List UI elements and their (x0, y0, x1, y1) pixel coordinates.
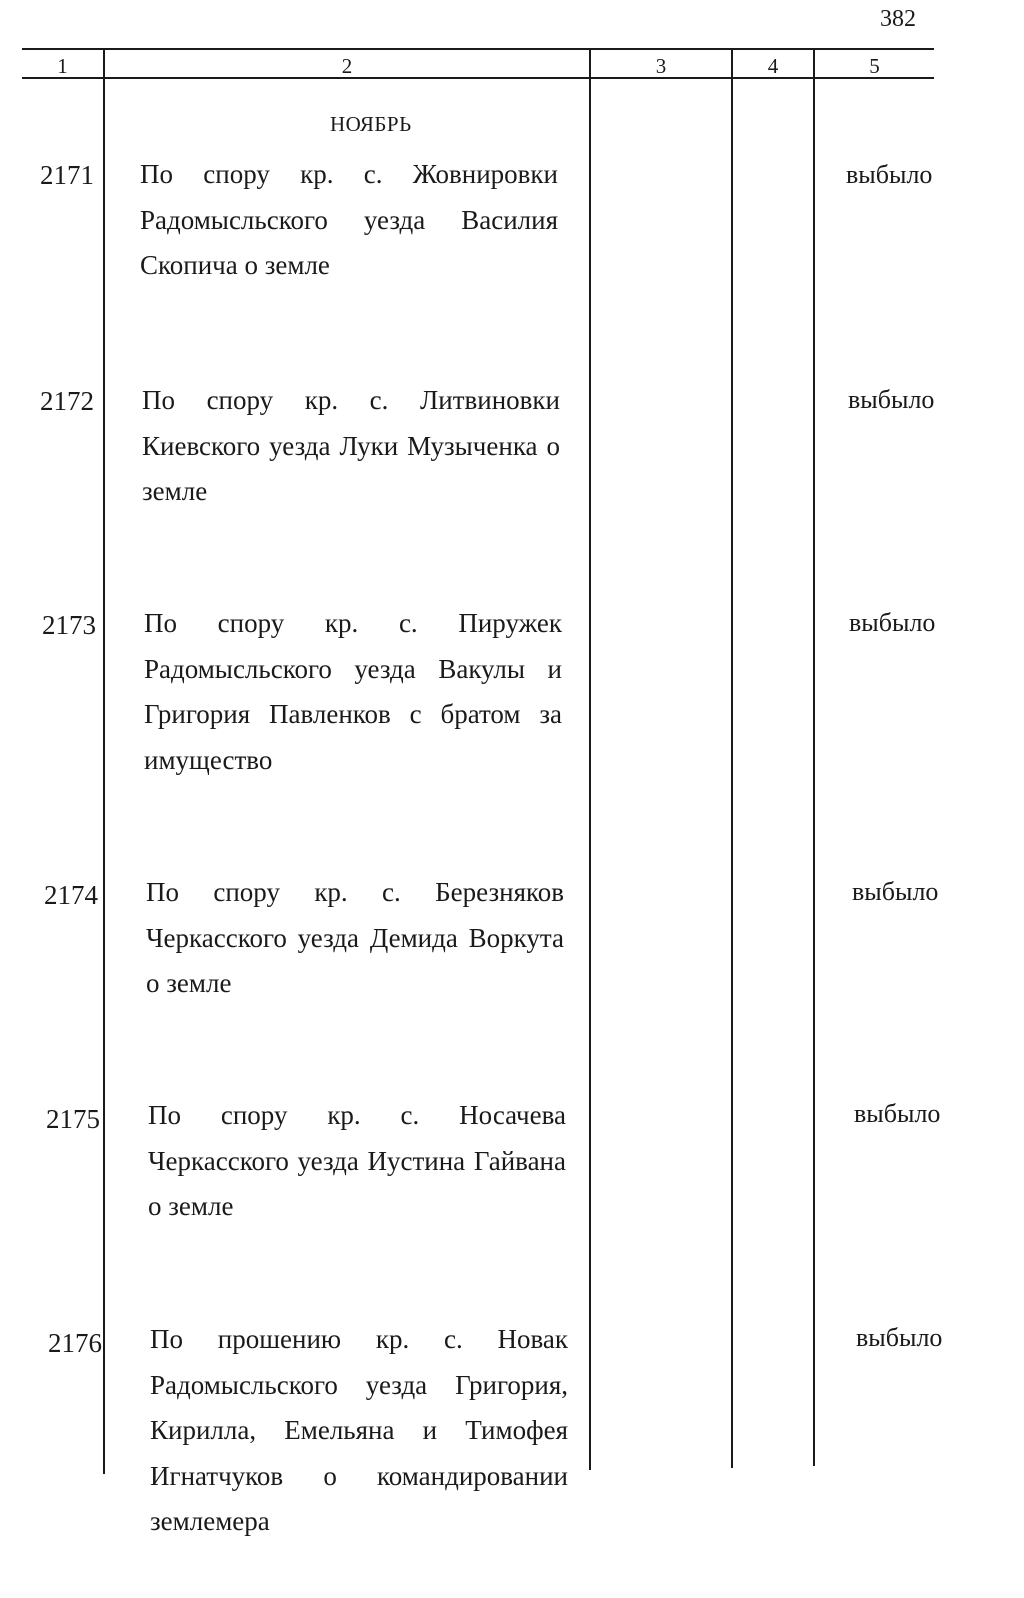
entry-status: выбыло (846, 160, 933, 189)
entry-number: 2172 (40, 386, 94, 416)
column-header-1: 1 (57, 54, 68, 78)
entry-description: По спору кр. с. Жовнировки Радомысльского уезда Василия Скопича о земле (140, 159, 558, 280)
column-divider-4 (813, 48, 815, 1466)
entry-number: 2176 (48, 1328, 102, 1358)
page-number: 382 (880, 6, 916, 32)
entry-description: По спору кр. с. Березняков Черкасского уезда Демида Воркута о земле (146, 877, 564, 998)
entry-status: выбыло (856, 1323, 943, 1352)
column-divider-3 (731, 48, 733, 1468)
entry-number: 2174 (44, 880, 98, 910)
entry-description: По спору кр. с. Литвиновки Киевского уезда Луки Музыченка о земле (142, 385, 560, 506)
entry-status: выбыло (849, 608, 936, 637)
column-header-5: 5 (869, 54, 880, 78)
column-header-4: 4 (767, 54, 779, 78)
entry-status: выбыло (848, 385, 935, 414)
entry-description: По спору кр. с. Пиружек Радомысльского уезда Вакулы и Григория Павленков с братом за имущество (144, 608, 562, 775)
entry-number: 2173 (42, 610, 96, 640)
header-top-rule (22, 48, 934, 50)
entry-number: 2171 (40, 160, 94, 190)
section-title: НОЯБРЬ (330, 112, 412, 136)
column-divider-2 (589, 48, 591, 1470)
entry-status: выбыло (852, 877, 939, 906)
column-header-2: 2 (341, 54, 353, 78)
column-divider-1 (103, 48, 105, 1474)
entry-description: По спору кр. с. Носачева Черкасского уезда Иустина Гайвана о земле (148, 1100, 566, 1221)
entry-number: 2175 (46, 1104, 100, 1134)
entry-status: выбыло (854, 1099, 941, 1128)
entry-description: По прошению кр. с. Новак Радомысльского уезда Григория, Кирилла, Емельяна и Тимофея Игнатчуков о командировании землемера (150, 1324, 568, 1536)
column-header-3: 3 (655, 54, 667, 78)
